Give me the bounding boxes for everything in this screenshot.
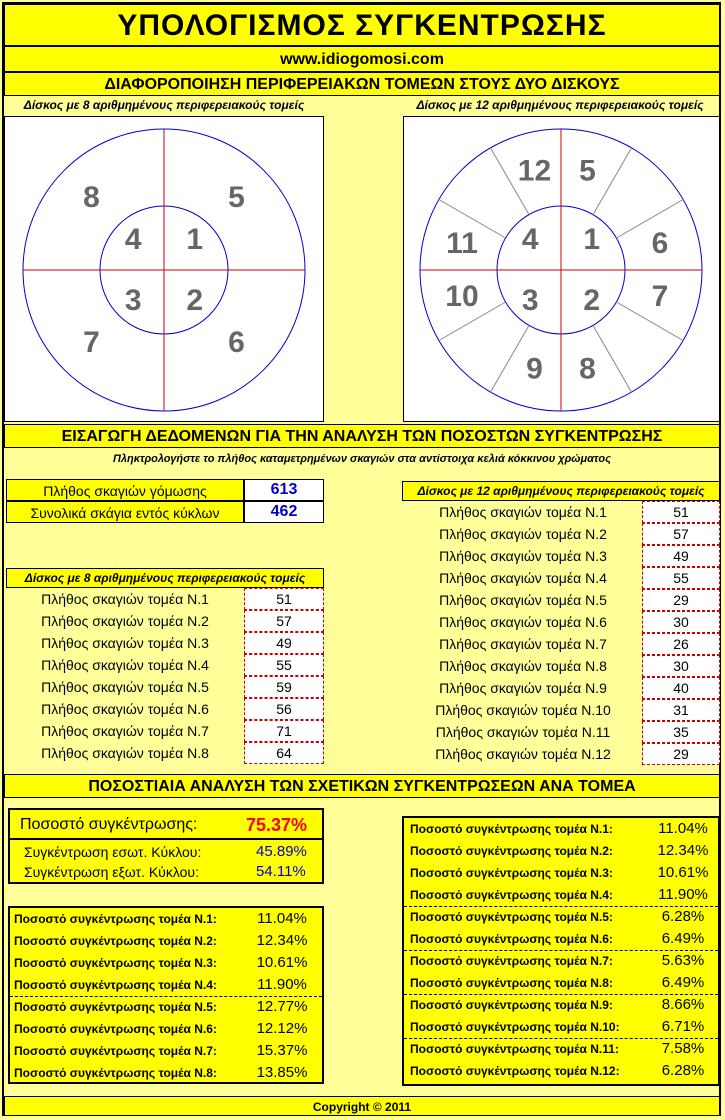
disk8-sector-input[interactable]: 59: [244, 676, 324, 698]
disk12-pct-label: Ποσοστό συγκέντρωσης τομέα Ν.4:: [410, 888, 613, 902]
outer-sector-label: 11: [446, 226, 478, 260]
outer-sector-label: 7: [651, 280, 669, 314]
disk8-pct-value: 11.04%: [257, 910, 307, 927]
disk12-sector-input[interactable]: 55: [642, 567, 720, 589]
disk12-pct-value: 6.28%: [661, 1062, 705, 1079]
page-title: ΥΠΟΛΟΓΙΣΜΟΣ ΣΥΓΚΕΝΤΡΩΣΗΣ: [4, 4, 720, 46]
disk8-pct-value: 10.61%: [256, 954, 308, 971]
disk12-sector-label: Πλήθος σκαγιών τομέα Ν.3: [439, 548, 607, 564]
charge-label: Πλήθος σκαγιών γόμωσης: [6, 479, 244, 501]
disk12-pct-label: Ποσοστό συγκέντρωσης τομέα Ν.8:: [410, 976, 613, 990]
disk12-pct-value: 11.04%: [658, 820, 708, 837]
disk8-pct-label: Ποσοστό συγκέντρωσης τομέα Ν.4:: [14, 978, 217, 992]
disk8-pct-label: Ποσοστό συγκέντρωσης τομέα Ν.7:: [14, 1044, 217, 1058]
inner-sector-label: 4: [521, 222, 539, 256]
disk12-sector-input[interactable]: 51: [642, 501, 720, 523]
disk12-sector-label: Πλήθος σκαγιών τομέα Ν.4: [439, 570, 607, 586]
disk12-pct-value: 12.34%: [657, 842, 709, 859]
disk12-pct-label: Ποσοστό συγκέντρωσης τομέα Ν.11:: [410, 1042, 619, 1056]
disk12-pct-label: Ποσοστό συγκέντρωσης τομέα Ν.9:: [410, 998, 613, 1012]
disk8-pct-value: 13.85%: [256, 1064, 308, 1081]
inner-sector-label: 3: [124, 284, 142, 318]
disk12-sector-input[interactable]: 29: [642, 743, 720, 765]
disk8-pct-value: 11.90%: [257, 976, 307, 993]
sector-divider: [616, 302, 683, 341]
disk12-sector-label: Πλήθος σκαγιών τομέα Ν.8: [439, 658, 607, 674]
disk8-pct-label: Ποσοστό συγκέντρωσης τομέα Ν.6:: [14, 1022, 217, 1036]
disk12-sector-input[interactable]: 26: [642, 633, 720, 655]
disk8-sector-label: Πλήθος σκαγιών τομέα Ν.7: [41, 723, 209, 739]
disk8-diagram: [5, 117, 323, 421]
inner-sector-label: 1: [186, 222, 204, 256]
disk8-pct-divider: [10, 996, 322, 997]
disk8-pct-label: Ποσοστό συγκέντρωσης τομέα Ν.1:: [14, 912, 217, 926]
disk8-sector-input[interactable]: 57: [244, 610, 324, 632]
disk12-pct-value: 6.28%: [661, 908, 705, 925]
disk12-pct-value: 11.90%: [658, 886, 708, 903]
disk12-sector-label: Πλήθος σκαγιών τομέα Ν.5: [439, 592, 607, 608]
circle-concentration-box: [8, 838, 324, 884]
disk12-sector-input[interactable]: 29: [642, 589, 720, 611]
disk12-pct-divider: [404, 994, 718, 995]
disk8-panel: [4, 116, 324, 422]
disk8-pct-value: 12.12%: [256, 1020, 308, 1037]
outer-sector-label: 7: [83, 325, 100, 359]
disk12-pct-divider: [404, 906, 718, 907]
disk12-sector-label: Πλήθος σκαγιών τομέα Ν.11: [435, 724, 611, 740]
outer-sector-label: 5: [579, 154, 596, 188]
charge-input[interactable]: 613: [244, 479, 324, 501]
disk12-pct-value: 6.49%: [661, 974, 705, 991]
disk12-pct-label: Ποσοστό συγκέντρωσης τομέα Ν.5:: [410, 910, 613, 924]
disk12-pct-label: Ποσοστό συγκέντρωσης τομέα Ν.6:: [410, 932, 613, 946]
disk12-sector-label: Πλήθος σκαγιών τομέα Ν.9: [439, 680, 607, 696]
disk8-sector-input[interactable]: 64: [244, 742, 324, 764]
disk12-pct-label: Ποσοστό συγκέντρωσης τομέα Ν.10:: [410, 1020, 620, 1034]
concentration-label: Ποσοστό συγκέντρωσης:: [20, 816, 198, 833]
disk8-sector-label: Πλήθος σκαγιών τομέα Ν.4: [41, 657, 209, 673]
disk8-sector-input[interactable]: 71: [244, 720, 324, 742]
sector-divider: [593, 325, 632, 392]
outer-sector-label: 8: [579, 352, 596, 386]
outer-sector-label: 6: [651, 226, 669, 260]
disk8-sector-input[interactable]: 51: [244, 588, 324, 610]
section-disks-title: ΔΙΑΦΟΡΟΠΟΙΗΣΗ ΠΕΡΙΦΕΡΕΙΑΚΩΝ ΤΟΜΕΩΝ ΣΤΟΥΣ ΔΥΟ ΔΙΣΚΟΥΣ: [4, 72, 720, 96]
inner-sector-label: 4: [124, 222, 142, 256]
disk12-pct-label: Ποσοστό συγκέντρωσης τομέα Ν.12:: [410, 1064, 620, 1078]
inner-sector-label: 3: [521, 284, 539, 318]
disk12-pct-value: 6.71%: [661, 1018, 705, 1035]
inside-label: Συνολικά σκάγια εντός κύκλων: [6, 501, 244, 523]
disk8-pct-label: Ποσοστό συγκέντρωσης τομέα Ν.3:: [14, 956, 217, 970]
section-input-title: ΕΙΣΑΓΩΓΗ ΔΕΔΟΜΕΝΩΝ ΓΙΑ ΤΗΝ ΑΝΑΛΥΣΗ ΤΩΝ ΠΟΣΟΣΤΩΝ ΣΥΓΚΕΝΤΡΩΣΗΣ: [4, 424, 720, 448]
disk12-pct-divider: [404, 1038, 718, 1039]
inner-value: 45.89%: [256, 843, 307, 860]
disk8-sector-input[interactable]: 55: [244, 654, 324, 676]
disk12-pct-label: Ποσοστό συγκέντρωσης τομέα Ν.3:: [410, 866, 613, 880]
inner-sector-label: 2: [186, 284, 204, 318]
disk8-pct-label: Ποσοστό συγκέντρωσης τομέα Ν.2:: [14, 934, 217, 948]
disk12-sector-label: Πλήθος σκαγιών τομέα Ν.7: [439, 636, 607, 652]
inner-label: Συγκέντρωση εσωτ. Κύκλου:: [24, 844, 202, 860]
disk12-pct-divider: [404, 950, 718, 951]
sector-divider: [491, 325, 530, 392]
disk12-sector-input[interactable]: 57: [642, 523, 720, 545]
disk8-pct-label: Ποσοστό συγκέντρωσης τομέα Ν.5:: [14, 1000, 217, 1014]
disk8-sector-label: Πλήθος σκαγιών τομέα Ν.6: [41, 701, 209, 717]
disk12-sector-input[interactable]: 31: [642, 699, 720, 721]
outer-sector-label: 12: [517, 154, 552, 188]
inside-input[interactable]: 462: [244, 501, 324, 523]
sector-divider: [616, 200, 683, 239]
disk12-sector-label: Πλήθος σκαγιών τομέα Ν.2: [439, 526, 607, 542]
inner-sector-label: 2: [583, 284, 601, 318]
disk8-pct-value: 12.77%: [256, 998, 308, 1015]
disk8-pct-label: Ποσοστό συγκέντρωσης τομέα Ν.8:: [14, 1066, 217, 1080]
disk12-sector-label: Πλήθος σκαγιών τομέα Ν.1: [439, 504, 607, 520]
disk8-input-header: Δίσκος με 8 αριθμημένους περιφερειακούς τομείς: [6, 568, 324, 588]
disk12-sector-label: Πλήθος σκαγιών τομέα Ν.12: [435, 746, 611, 762]
copyright: Copyright © 2011: [4, 1096, 720, 1116]
disk12-sector-input[interactable]: 30: [642, 611, 720, 633]
disk8-sector-label: Πλήθος σκαγιών τομέα Ν.8: [41, 745, 209, 761]
disk12-pct-value: 5.63%: [661, 952, 705, 969]
disk12-pct-label: Ποσοστό συγκέντρωσης τομέα Ν.2:: [410, 844, 613, 858]
disk12-pct-value: 6.49%: [661, 930, 705, 947]
disk8-pct-value: 12.34%: [256, 932, 308, 949]
disk8-sector-label: Πλήθος σκαγιών τομέα Ν.3: [41, 635, 209, 651]
disk8-sector-label: Πλήθος σκαγιών τομέα Ν.5: [41, 679, 209, 695]
disk8-sector-input[interactable]: 49: [244, 632, 324, 654]
disk12-input-header: Δίσκος με 12 αριθμημένους περιφερειακούς τομείς: [402, 481, 720, 501]
inner-sector-label: 1: [583, 222, 601, 256]
site-url[interactable]: www.idiogomosi.com: [4, 46, 720, 72]
outer-sector-label: 5: [228, 181, 245, 215]
disk8-sector-label: Πλήθος σκαγιών τομέα Ν.2: [41, 613, 209, 629]
concentration-box: [8, 808, 324, 840]
outer-value: 54.11%: [256, 863, 306, 880]
input-instruction: Πληκτρολογήστε το πλήθος καταμετρημένων σκαγιών στα αντίστοιχα κελιά κόκκινου χρώματος: [112, 453, 611, 465]
disk12-pct-label: Ποσοστό συγκέντρωσης τομέα Ν.1:: [410, 822, 613, 836]
disk12-pct-label: Ποσοστό συγκέντρωσης τομέα Ν.7:: [410, 954, 613, 968]
outer-sector-label: 8: [83, 181, 100, 215]
disk12-sector-input[interactable]: 40: [642, 677, 720, 699]
disk12-caption: Δίσκος με 12 αριθμημένους περιφερειακούς τομείς: [416, 98, 704, 112]
disk8-caption: Δίσκος με 8 αριθμημένους περιφερειακούς τομείς: [23, 98, 305, 112]
disk12-pct-value: 8.66%: [661, 996, 705, 1013]
disk8-pct-value: 15.37%: [256, 1042, 308, 1059]
concentration-value: 75.37%: [246, 815, 308, 835]
section-analysis-title: ΠΟΣΟΣΤΙΑΙΑ ΑΝΑΛΥΣΗ ΤΩΝ ΣΧΕΤΙΚΩΝ ΣΥΓΚΕΝΤΡΩΣΕΩΝ ΑΝΑ ΤΟΜΕΑ: [4, 774, 720, 798]
outer-sector-label: 6: [228, 325, 245, 359]
disk8-sector-input[interactable]: 56: [244, 698, 324, 720]
disk12-sector-input[interactable]: 35: [642, 721, 720, 743]
disk8-sector-label: Πλήθος σκαγιών τομέα Ν.1: [41, 591, 209, 607]
disk12-sector-label: Πλήθος σκαγιών τομέα Ν.6: [439, 614, 607, 630]
disk12-sector-input[interactable]: 30: [642, 655, 720, 677]
disk12-sector-label: Πλήθος σκαγιών τομέα Ν.10: [435, 702, 611, 718]
outer-label: Συγκέντρωση εξωτ. Κύκλου:: [24, 864, 199, 880]
disk12-diagram: [404, 117, 719, 421]
disk12-pct-value: 7.58%: [661, 1040, 705, 1057]
outer-sector-label: 10: [445, 280, 479, 314]
disk12-sector-input[interactable]: 49: [642, 545, 720, 567]
disk12-pct-value: 10.61%: [657, 864, 709, 881]
disk12-panel: [403, 116, 720, 422]
sector-divider: [593, 148, 632, 215]
outer-sector-label: 9: [526, 352, 543, 386]
